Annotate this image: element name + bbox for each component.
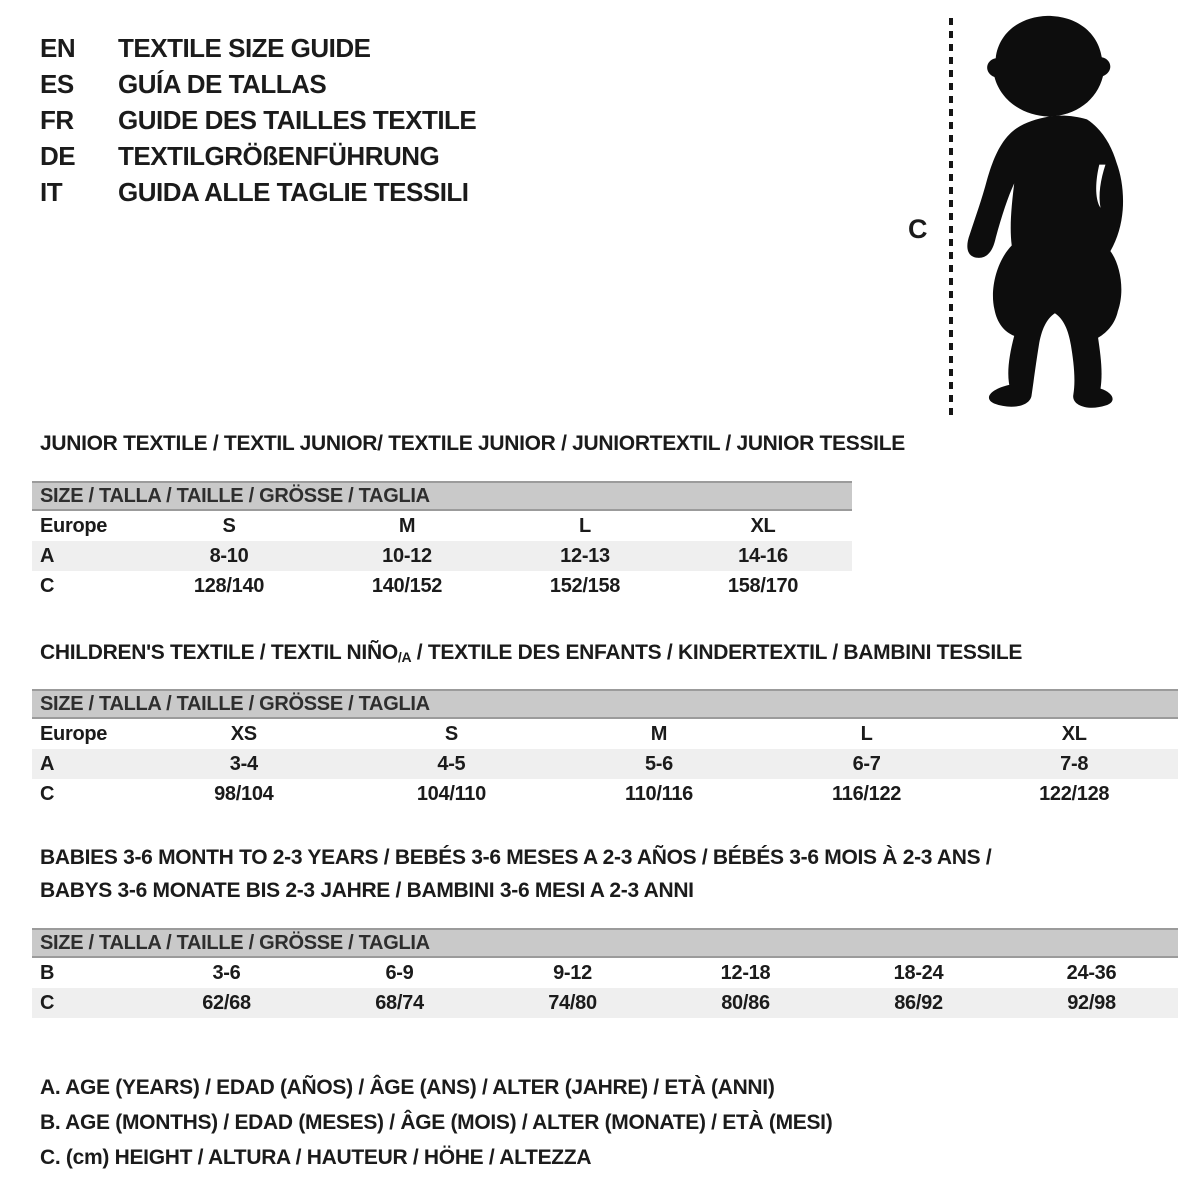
height-value: 98/104 — [214, 782, 274, 805]
language-code: DE — [40, 140, 76, 171]
babies-section-title-line2: BABYS 3-6 MONATE BIS 2-3 JAHRE / BAMBINI 3-6 MESI A 2-3 ANNI — [40, 879, 694, 902]
row-label-a: A — [40, 752, 55, 775]
language-row-fr — [40, 102, 476, 138]
table-row-age-months — [32, 958, 1178, 988]
height-value: 116/122 — [832, 782, 902, 805]
months-value: 18-24 — [893, 961, 944, 984]
table-row-height — [32, 779, 1178, 809]
height-value: 92/98 — [1067, 991, 1116, 1014]
language-row-de — [40, 138, 476, 174]
size-column-l: L — [579, 514, 591, 537]
age-value: 14-16 — [738, 544, 788, 567]
height-value: 74/80 — [548, 991, 597, 1014]
height-value: 122/128 — [1039, 782, 1110, 805]
size-column-s: S — [444, 722, 458, 745]
language-code: ES — [40, 68, 74, 99]
children-title-sub: /A — [397, 649, 412, 665]
height-value: 128/140 — [193, 574, 265, 597]
table-row-height — [32, 571, 852, 601]
guide-title-it: GUIDA ALLE TAGLIE TESSILI — [118, 176, 469, 207]
height-value: 104/110 — [416, 782, 486, 805]
row-label-c: C — [40, 991, 55, 1014]
size-column-m: M — [398, 514, 416, 537]
junior-size-table — [32, 481, 852, 601]
height-value: 62/68 — [202, 991, 251, 1014]
babies-size-header-bar: SIZE / TALLA / TAILLE / GRÖSSE / TAGLIA — [32, 928, 1178, 958]
language-title-block — [40, 30, 476, 210]
language-code: IT — [40, 176, 63, 207]
guide-title-fr: GUIDE DES TAILLES TEXTILE — [118, 104, 477, 135]
legend-block — [40, 1070, 832, 1175]
legend-line-c: C. (cm) HEIGHT / ALTURA / HAUTEUR / HÖHE / ALTEZZA — [40, 1145, 592, 1169]
region-label: Europe — [40, 514, 108, 537]
row-label-c: C — [40, 782, 55, 805]
table-row-height — [32, 988, 1178, 1018]
months-value: 9-12 — [553, 961, 592, 984]
junior-section-title: JUNIOR TEXTILE / TEXTIL JUNIOR/ TEXTILE JUNIOR / JUNIORTEXTIL / JUNIOR TESSILE — [40, 432, 905, 455]
junior-columns-row — [32, 511, 852, 541]
children-size-table — [32, 689, 1178, 809]
size-column-s: S — [222, 514, 236, 537]
height-value: 140/152 — [371, 574, 443, 597]
height-value: 158/170 — [727, 574, 799, 597]
language-code: EN — [40, 32, 76, 63]
children-title-pre: CHILDREN'S TEXTILE / TEXTIL NIÑO — [40, 641, 398, 664]
height-measure-label: C — [908, 214, 928, 244]
language-row-es — [40, 66, 476, 102]
table-row-age — [32, 541, 852, 571]
guide-title-en: TEXTILE SIZE GUIDE — [118, 32, 371, 63]
children-size-header-bar: SIZE / TALLA / TAILLE / GRÖSSE / TAGLIA — [32, 689, 1178, 719]
language-code: FR — [40, 104, 74, 135]
size-column-xl: XL — [1061, 722, 1087, 745]
legend-line-b: B. AGE (MONTHS) / EDAD (MESES) / ÂGE (MOIS) / ALTER (MONATE) / ETÀ (MESI) — [40, 1110, 833, 1134]
size-column-xl: XL — [750, 514, 776, 537]
babies-section-title-line1: BABIES 3-6 MONTH TO 2-3 YEARS / BEBÉS 3-6 MESES A 2-3 AÑOS / BÉBÉS 3-6 MOIS À 2-3 ANS / — [40, 846, 992, 869]
size-column-l: L — [860, 722, 873, 745]
language-row-en — [40, 30, 476, 66]
age-value: 6-7 — [852, 752, 881, 775]
height-value: 86/92 — [894, 991, 943, 1014]
age-value: 12-13 — [560, 544, 610, 567]
region-label: Europe — [40, 722, 108, 745]
size-column-xs: XS — [230, 722, 257, 745]
children-section-title — [40, 641, 1022, 665]
junior-size-header-bar: SIZE / TALLA / TAILLE / GRÖSSE / TAGLIA — [32, 481, 852, 511]
months-value: 3-6 — [212, 961, 241, 984]
table-row-age — [32, 749, 1178, 779]
row-label-b: B — [40, 961, 55, 984]
guide-title-de: TEXTILGRÖßENFÜHRUNG — [118, 140, 440, 171]
legend-line-a: A. AGE (YEARS) / EDAD (AÑOS) / ÂGE (ANS) / ALTER (JAHRE) / ETÀ (ANNI) — [40, 1075, 775, 1099]
height-measure-dashed-line — [949, 18, 953, 415]
months-value: 12-18 — [720, 961, 771, 984]
size-column-m: M — [650, 722, 668, 745]
age-value: 8-10 — [209, 544, 249, 567]
height-value: 110/116 — [624, 782, 693, 805]
age-value: 3-4 — [229, 752, 258, 775]
age-value: 7-8 — [1060, 752, 1089, 775]
children-title-post: / TEXTILE DES ENFANTS / KINDERTEXTIL / BAMBINI TESSILE — [411, 641, 1023, 664]
months-value: 24-36 — [1066, 961, 1117, 984]
age-value: 10-12 — [382, 544, 432, 567]
children-columns-row — [32, 719, 1178, 749]
age-value: 5-6 — [644, 752, 673, 775]
height-value: 68/74 — [375, 991, 424, 1014]
language-row-it — [40, 174, 476, 210]
toddler-silhouette-icon — [955, 14, 1140, 414]
age-value: 4-5 — [437, 752, 466, 775]
guide-title-es: GUÍA DE TALLAS — [118, 68, 327, 99]
row-label-a: A — [40, 544, 55, 567]
height-value: 152/158 — [549, 574, 621, 597]
babies-size-table — [32, 928, 1178, 1018]
height-value: 80/86 — [721, 991, 770, 1014]
row-label-c: C — [40, 574, 55, 597]
months-value: 6-9 — [385, 961, 414, 984]
